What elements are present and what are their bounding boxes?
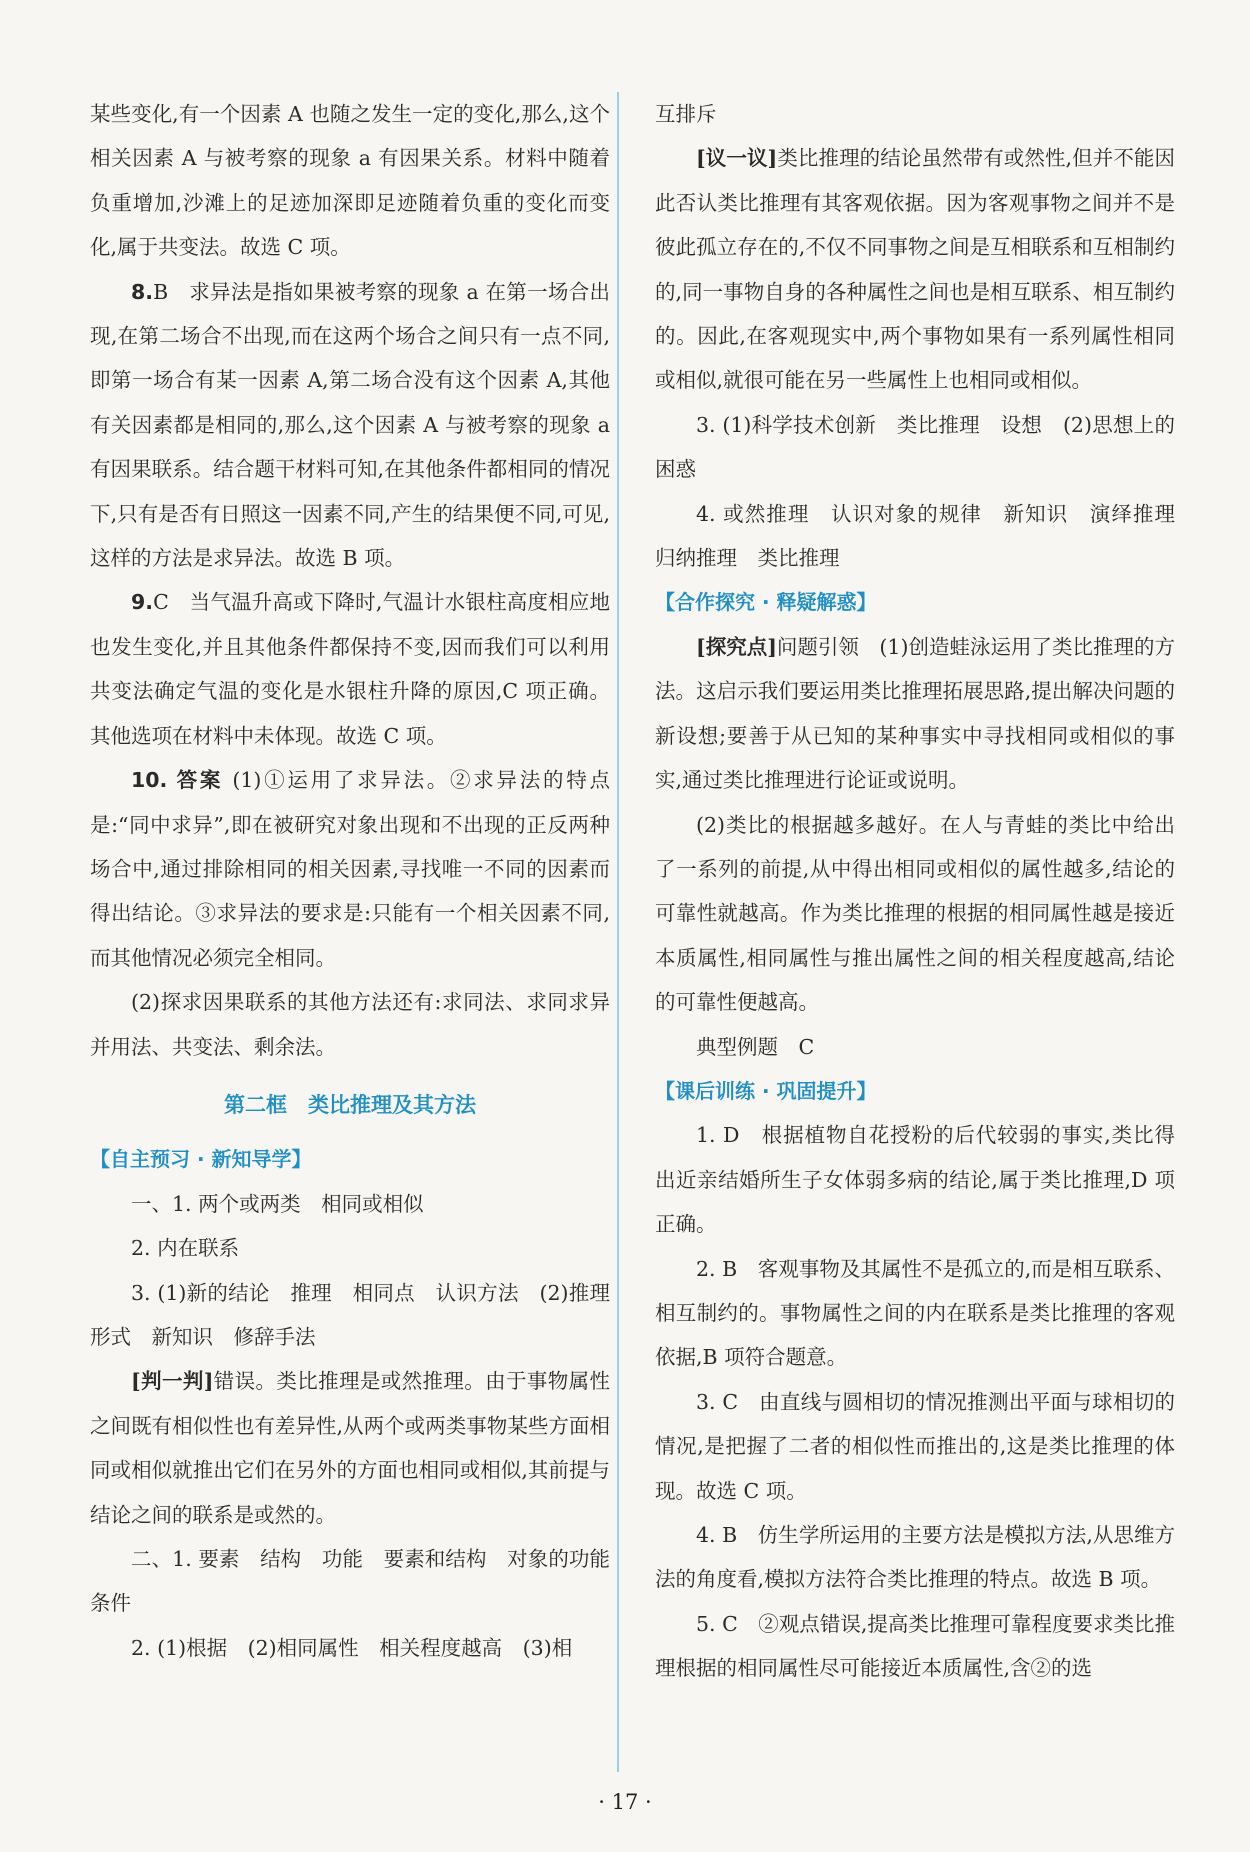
answer-label: 答案 bbox=[176, 768, 224, 793]
item-text: C 当气温升高或下降时,气温计水银柱高度相应地也发生变化,并且其他条件都保持不变,因而我们可以利用共变法确定气温的变化是水银柱升降的原因,C 项正确。其他选项在材料中未体现。故选 C 项。 bbox=[90, 590, 610, 748]
frame-title: 第二框 类比推理及其方法 bbox=[224, 1092, 476, 1117]
explore-text: 问题引领 (1)创造蛙泳运用了类比推理的方法。这启示我们要运用类比推理拓展思路,提出解决问题的新设想;要善于从已知的某种事实中寻找相同或相似的事实,通过类比推理进行论证或说明。 bbox=[655, 634, 1175, 793]
judge-label: [判一判] bbox=[131, 1369, 214, 1394]
section-heading: 【自主预习 · 新知导学】 bbox=[90, 1147, 312, 1172]
judge-paragraph bbox=[90, 1359, 610, 1537]
explore-paragraph bbox=[655, 625, 1175, 803]
explore-label: [探究点] bbox=[696, 634, 777, 659]
answer-line: 2. 内在联系 bbox=[131, 1236, 240, 1261]
right-column bbox=[655, 92, 1196, 1691]
answer-item-8 bbox=[90, 270, 610, 581]
answer-item: 3. C 由直线与圆相切的情况推测出平面与球相切的情况,是把握了二者的相似性而推出的,这是类比推理的体现。故选 C 项。 bbox=[655, 1389, 1175, 1503]
item-text: (1)①运用了求异法。②求异法的特点是:“同中求异”,即在被研究对象出现和不出现的正反两种场合中,通过排除相同的相关因素,寻找唯一不同的因素而得出结论。③求异法的要求是:只能有一个相关因素不同,而其他情况必须完全相同。 bbox=[90, 768, 610, 970]
column-divider bbox=[617, 92, 619, 1772]
answer-line: 3. (1)科学技术创新 类比推理 设想 (2)思想上的困惑 bbox=[655, 412, 1175, 482]
page-number: · 17 · bbox=[598, 1790, 652, 1814]
paragraph: (2)类比的根据越多越好。在人与青蛙的类比中给出了一系列的前提,从中得出相同或相似的属性越多,结论的可靠性就越高。作为类比推理的根据的相同属性越是接近本质属性,相同属性与推出属性之间的相关程度越高,结论的可靠性便越高。 bbox=[655, 812, 1175, 1015]
answer-line: 4. 或然推理 认识对象的规律 新知识 演绎推理 归纳推理 类比推理 bbox=[655, 501, 1196, 571]
paragraph: (2)探求因果联系的其他方法还有:求同法、求同求异并用法、共变法、剩余法。 bbox=[90, 990, 610, 1059]
paragraph: 互排斥 bbox=[655, 102, 717, 126]
item-text: B 求异法是指如果被考察的现象 a 在第一场合出现,在第二场合不出现,而在这两个场合之间只有一点不同,即第一场合有某一因素 A,第二场合没有这个因素 A,其他有关因素都是相同的,那么,这个因素 A 与被考察的现象 a 有因果联系。结合题干材料可知,在其他条件都相同的情况下,只有是否有日照这一因素不同,产生的结果便不同,可见,这样的方法是求异法。故选 B 项。 bbox=[90, 279, 610, 571]
paragraph: 某些变化,有一个因素 A 也随之发生一定的变化,那么,这个相关因素 A 与被考察的现象 a 有因果关系。材料中随着负重增加,沙滩上的足迹加深即足迹随着负重的变化而变化,属于共变法。故选 C 项。 bbox=[90, 102, 610, 260]
item-number: 8. bbox=[131, 279, 154, 304]
judge-text: 错误。类比推理是或然推理。由于事物属性之间既有相似性也有差异性,从两个或两类事物某些方面相同或相似就推出它们在另外的方面也相同或相似,其前提与结论之间的联系是或然的。 bbox=[90, 1369, 611, 1527]
answer-item-9 bbox=[90, 580, 610, 758]
answer-item-10 bbox=[90, 758, 610, 980]
section-heading: 【合作探究 · 释疑解惑】 bbox=[655, 590, 877, 615]
item-number: 10. bbox=[131, 768, 168, 793]
answer-item: 1. D 根据植物自花授粉的后代较弱的事实,类比得出近亲结婚所生子女体弱多病的结论,属于类比推理,D 项正确。 bbox=[655, 1123, 1175, 1237]
item-number: 9. bbox=[131, 590, 154, 615]
answer-line: 二、1. 要素 结构 功能 要素和结构 对象的功能 条件 bbox=[90, 1547, 631, 1616]
discuss-label: [议一议] bbox=[696, 146, 778, 171]
answer-line: 一、1. 两个或两类 相同或相似 bbox=[131, 1191, 424, 1216]
answer-item: 4. B 仿生学所运用的主要方法是模拟方法,从思维方法的角度看,模拟方法符合类比推理的特点。故选 B 项。 bbox=[655, 1523, 1175, 1592]
example-line: 典型例题 C bbox=[696, 1034, 815, 1059]
answer-item: 5. C ②观点错误,提高类比推理可靠程度要求类比推理根据的相同属性尽可能接近本质属性,含②的选 bbox=[655, 1611, 1175, 1681]
discuss-text: 类比推理的结论虽然带有或然性,但并不能因此否认类比推理有其客观依据。因为客观事物之间并不是彼此孤立存在的,不仅不同事物之间是互相联系和互相制约的,同一事物自身的各种属性之间也是相互联系、相互制约的。因此,在客观现实中,两个事物如果有一系列属性相同或相似,就很可能在另一些属性上也相同或相似。 bbox=[655, 146, 1175, 393]
section-heading: 【课后训练 · 巩固提升】 bbox=[655, 1078, 877, 1103]
answer-line: 2. (1)根据 (2)相同属性 相关程度越高 (3)相 bbox=[131, 1635, 573, 1660]
left-column bbox=[90, 92, 631, 1670]
discuss-paragraph bbox=[655, 136, 1175, 402]
answer-line: 3. (1)新的结论 推理 相同点 认识方法 (2)推理形式 新知识 修辞手法 bbox=[90, 1280, 610, 1349]
answer-item: 2. B 客观事物及其属性不是孤立的,而是相互联系、相互制约的。事物属性之间的内在联系是类比推理的客观依据,B 项符合题意。 bbox=[655, 1256, 1175, 1370]
